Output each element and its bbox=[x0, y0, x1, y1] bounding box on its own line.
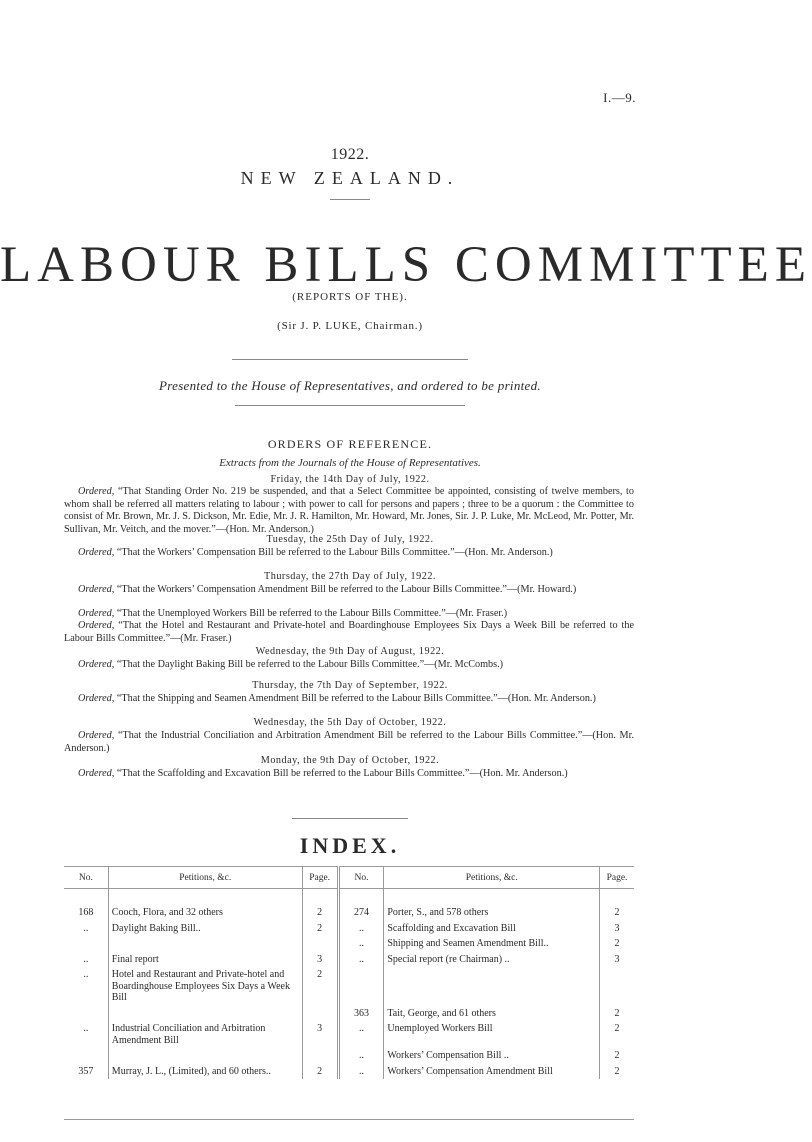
order-text: “That the Workers’ Compensation Bill be referred to the Labour Bills Committee.”—(Hon. Mr. Anderson.) bbox=[116, 547, 553, 558]
order-date: Wednesday, the 9th Day of August, 1922. bbox=[255, 646, 445, 657]
presented-line: Presented to the House of Representatives, and ordered to be printed. bbox=[159, 378, 541, 393]
orders-heading: ORDERS OF REFERENCE. bbox=[267, 437, 433, 451]
col-header-page: Page. bbox=[600, 867, 634, 889]
index-page: 3 bbox=[302, 1021, 338, 1048]
table-row bbox=[64, 905, 634, 921]
index-page: 3 bbox=[600, 952, 634, 968]
index-page: 2 bbox=[302, 905, 338, 921]
index-number: .. bbox=[338, 1021, 384, 1048]
order-text: “That the Daylight Baking Bill be referred to the Labour Bills Committee.”—(Mr. McCombs.) bbox=[116, 659, 504, 670]
index-number: .. bbox=[338, 952, 384, 968]
index-number: .. bbox=[83, 1023, 89, 1034]
ordered-label: Ordered, bbox=[78, 659, 117, 670]
ordered-label: Ordered, bbox=[78, 730, 118, 741]
table-row bbox=[64, 1064, 634, 1080]
index-entry: Industrial Conciliation and Arbitration Amendment Bill bbox=[108, 1021, 302, 1048]
index-page: 2 bbox=[600, 1064, 634, 1080]
divider bbox=[235, 405, 465, 406]
order-paragraph bbox=[64, 608, 634, 621]
ordered-label: Ordered, bbox=[78, 620, 119, 631]
table-row bbox=[64, 1048, 634, 1064]
index-entry: Unemployed Workers Bill bbox=[384, 1021, 600, 1048]
ordered-label: Ordered, bbox=[78, 768, 117, 779]
index-page: 2 bbox=[600, 905, 634, 921]
order-text: “That the Hotel and Restaurant and Private-hotel and Boardinghouse Employees Six Days a Week Bill be referred to the Labour Bills Committee.”—(Mr. Fraser.) bbox=[64, 620, 634, 644]
index-entry: Porter, S., and 578 others bbox=[384, 905, 600, 921]
table-row bbox=[64, 952, 634, 968]
index-title: INDEX. bbox=[299, 833, 401, 858]
index-number: .. bbox=[338, 1064, 384, 1080]
index-number: 363 bbox=[338, 1006, 384, 1022]
index-page: 2 bbox=[600, 936, 634, 952]
table-row bbox=[64, 967, 634, 1006]
divider bbox=[232, 359, 468, 360]
order-text: “That the Industrial Conciliation and Arbitration Amendment Bill be referred to the Labour Bills Committee.”—(Hon. Mr. Anderson.) bbox=[64, 730, 634, 754]
order-paragraph bbox=[64, 768, 634, 781]
index-entry: Murray, J. L., (Limited), and 60 others.. bbox=[108, 1064, 302, 1080]
order-paragraph bbox=[64, 730, 634, 755]
ordered-label: Ordered, bbox=[78, 693, 117, 704]
index-entry bbox=[108, 1048, 302, 1064]
table-row bbox=[64, 1021, 634, 1048]
index-number: .. bbox=[83, 953, 89, 965]
index-entry bbox=[384, 967, 600, 1006]
index-page: 2 bbox=[302, 1064, 338, 1080]
index-number: .. bbox=[338, 936, 384, 952]
order-paragraph bbox=[64, 486, 634, 536]
divider bbox=[292, 818, 408, 819]
index-page: 2 bbox=[600, 1021, 634, 1048]
index-number: .. bbox=[338, 1048, 384, 1064]
index-page: 2 bbox=[302, 921, 338, 937]
index-number: .. bbox=[83, 969, 89, 980]
country-heading: NEW ZEALAND. bbox=[240, 168, 460, 188]
index-entry bbox=[108, 1006, 302, 1022]
table-row bbox=[64, 921, 634, 937]
index-entry: Cooch, Flora, and 32 others bbox=[108, 905, 302, 921]
page-reference: I.—9. bbox=[603, 90, 636, 105]
table-row bbox=[64, 936, 634, 952]
order-paragraph bbox=[64, 547, 634, 560]
index-page bbox=[302, 1048, 338, 1064]
index-number: 168 bbox=[78, 907, 94, 918]
index-entry: Special report (re Chairman) .. bbox=[384, 952, 600, 968]
order-date: Thursday, the 7th Day of September, 1922. bbox=[252, 680, 448, 691]
index-entry: Tait, George, and 61 others bbox=[384, 1006, 600, 1022]
index-page bbox=[302, 1006, 338, 1022]
index-number: 274 bbox=[338, 905, 384, 921]
index-page bbox=[302, 936, 338, 952]
order-paragraph bbox=[64, 659, 634, 672]
index-page: 3 bbox=[600, 921, 634, 937]
order-date: Wednesday, the 5th Day of October, 1922. bbox=[253, 717, 447, 728]
index-entry: Workers’ Compensation Amendment Bill bbox=[384, 1064, 600, 1080]
col-header-petitions: Petitions, &c. bbox=[108, 867, 302, 889]
order-text: “That the Workers’ Compensation Amendment Bill be referred to the Labour Bills Committee.”—(Mr. Howard.) bbox=[116, 584, 577, 595]
divider bbox=[330, 199, 370, 200]
divider bbox=[64, 1119, 634, 1120]
index-page: 2 bbox=[600, 1006, 634, 1022]
index-entry bbox=[108, 936, 302, 952]
order-date: Monday, the 9th Day of October, 1922. bbox=[260, 755, 440, 766]
order-text: “That the Shipping and Seamen Amendment Bill be referred to the Labour Bills Committee.”—(Hon. Mr. Anderson.) bbox=[116, 693, 596, 704]
subtitle: (REPORTS OF THE). bbox=[292, 291, 408, 303]
ordered-label: Ordered, bbox=[78, 608, 117, 619]
ordered-label: Ordered, bbox=[78, 547, 117, 558]
index-number: 357 bbox=[78, 1065, 94, 1077]
main-title: LABOUR BILLS COMMITTEE bbox=[0, 237, 812, 293]
index-entry: Daylight Baking Bill.. bbox=[108, 921, 302, 937]
index-entry: Shipping and Seamen Amendment Bill.. bbox=[384, 936, 600, 952]
col-header-page: Page. bbox=[302, 867, 338, 889]
table-spacer bbox=[64, 889, 634, 906]
index-number: .. bbox=[83, 922, 89, 934]
order-paragraph bbox=[64, 693, 634, 706]
order-date: Tuesday, the 25th Day of July, 1922. bbox=[266, 534, 434, 545]
table-row bbox=[64, 1006, 634, 1022]
index-page bbox=[600, 967, 634, 1006]
index-page: 2 bbox=[302, 967, 338, 1006]
order-paragraph bbox=[64, 584, 634, 597]
ordered-label: Ordered, bbox=[78, 584, 117, 595]
index-number bbox=[64, 1006, 108, 1022]
index-entry: Scaffolding and Excavation Bill bbox=[384, 921, 600, 937]
col-header-no: No. bbox=[64, 867, 108, 889]
index-number bbox=[338, 967, 384, 1006]
col-header-petitions: Petitions, &c. bbox=[384, 867, 600, 889]
index-page: 2 bbox=[600, 1048, 634, 1064]
extracts-line: Extracts from the Journals of the House of Representatives. bbox=[219, 457, 481, 469]
ordered-label: Ordered, bbox=[78, 486, 118, 497]
index-page: 3 bbox=[302, 952, 338, 968]
order-date: Friday, the 14th Day of July, 1922. bbox=[270, 474, 430, 485]
col-header-no: No. bbox=[338, 867, 384, 889]
order-text: “That the Scaffolding and Excavation Bill be referred to the Labour Bills Committee.”—(Hon. Mr. Anderson.) bbox=[116, 768, 568, 779]
chairman-line: (Sir J. P. LUKE, Chairman.) bbox=[277, 320, 423, 332]
order-paragraph bbox=[64, 620, 634, 645]
document-year: 1922. bbox=[330, 146, 370, 163]
index-number bbox=[64, 1048, 108, 1064]
order-text: “That Standing Order No. 219 be suspended, and that a Select Committee be appointed, consisting of twelve members, to whom shall be referred all matters relating to labour ; with power to call for persons and papers ; three to be a quorum : the Committee to consist of Mr. Brown, Mr. J. S. Dickson, Mr. Edie, Mr. J. R. Hamilton, Mr. Howard, Mr. Jones, Sir. J. P. Luke, Mr. McLeod, Mr. Potter, Mr. Sullivan, Mr. Veitch, and the mover.”—(Hon. Mr. Anderson.) bbox=[64, 486, 634, 535]
index-entry: Final report bbox=[108, 952, 302, 968]
index-number: .. bbox=[338, 921, 384, 937]
order-text: “That the Unemployed Workers Bill be referred to the Labour Bills Committee.”—(Mr. Fraser.) bbox=[116, 608, 508, 619]
index-entry: Hotel and Restaurant and Private-hotel and Boardinghouse Employees Six Days a Week Bill bbox=[108, 967, 302, 1006]
index-number bbox=[64, 936, 108, 952]
index-table bbox=[64, 866, 634, 1079]
order-date: Thursday, the 27th Day of July, 1922. bbox=[264, 571, 436, 582]
index-entry: Workers’ Compensation Bill .. bbox=[384, 1048, 600, 1064]
